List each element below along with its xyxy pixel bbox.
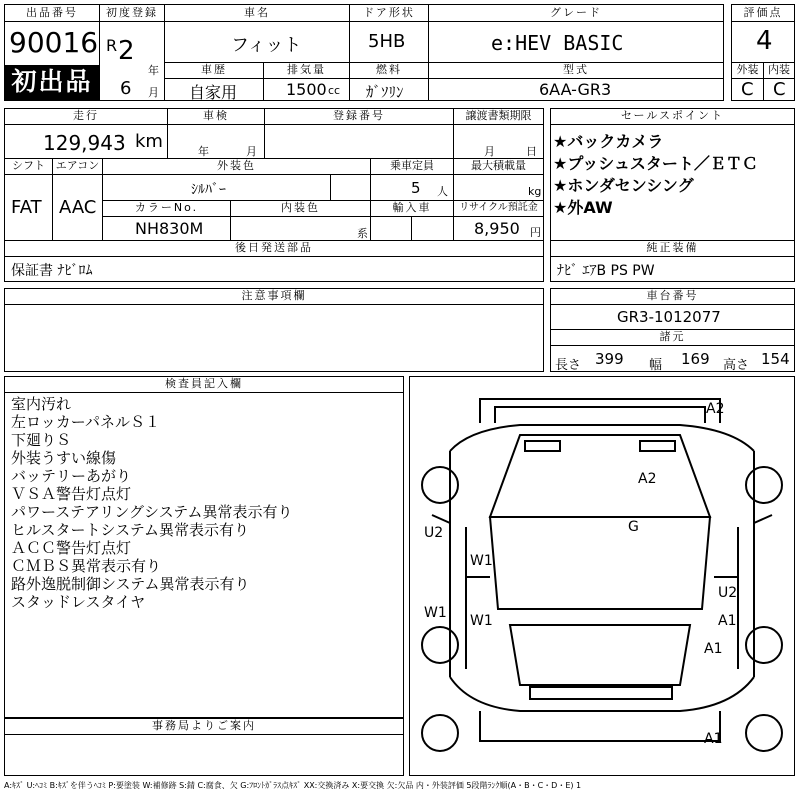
lot-no-header: 出品番号 [4, 4, 100, 22]
mileage: 129,943 [43, 131, 126, 155]
note-10: ＣＭＢＳ異常表示有り [11, 557, 162, 575]
width-label: 幅 [649, 358, 663, 373]
note-6: ＶＳＡ警告灯点灯 [11, 485, 132, 503]
inspection-cell [167, 124, 265, 159]
import-cell-2 [411, 216, 454, 241]
damage-diagram [409, 376, 795, 776]
sales-points-cell [550, 124, 795, 241]
aircon-cell [52, 174, 103, 241]
history-cell [164, 78, 264, 101]
score-header: 評価点 [731, 4, 795, 22]
ext-color-extra-cell [330, 174, 371, 201]
transfer-month-unit: 月 [484, 145, 495, 158]
grade: e:HEV BASIC [491, 31, 624, 55]
note-2: 左ロッカーパネルＳ１ [11, 413, 160, 431]
car-name: フィット [231, 35, 302, 56]
first-reg-era: R [106, 36, 118, 55]
caution-header: 注意事項欄 [4, 288, 544, 305]
chassis-no: GR3-1012077 [617, 308, 721, 326]
standard-equip-cell [550, 256, 795, 282]
inspector-notes-cell [4, 392, 404, 718]
displacement-header: 排気量 [263, 62, 350, 79]
first-listing-badge: 初出品 [4, 65, 100, 101]
first-reg-month: 6 [120, 78, 132, 99]
door-type: 5HB [368, 31, 406, 52]
transfer-header: 譲渡書類期限 [453, 108, 544, 125]
fuel-cell [349, 78, 429, 101]
max-load-unit: kg [528, 185, 542, 198]
reg-no-header: 登録番号 [264, 108, 454, 125]
mark-left-w1a: W1 [470, 553, 493, 569]
shift: FAT [11, 197, 42, 218]
inspector-notes-header: 検査員記入欄 [4, 376, 404, 393]
displacement: 1500 [286, 80, 327, 99]
month-unit: 月 [148, 86, 159, 99]
capacity-cell [370, 174, 454, 201]
sales-point-4: ★外AW [553, 198, 613, 217]
sales-point-3: ★ホンダセンシング [553, 176, 694, 195]
displacement-cell [263, 78, 350, 101]
mark-rear-a1: A1 [704, 731, 723, 747]
grade-cell [428, 21, 724, 63]
later-parts-header: 後日発送部品 [4, 240, 544, 257]
recycle-cell [453, 216, 544, 241]
mileage-header: 走行 [4, 108, 168, 125]
score-cell [731, 21, 795, 63]
mark-right-a1b: A1 [704, 641, 723, 657]
later-parts-cell [4, 256, 544, 282]
color-no-cell [102, 216, 231, 241]
model-code-cell [428, 78, 724, 101]
interior-score-cell [763, 78, 795, 101]
max-load-header: 最大積載量 [453, 158, 544, 175]
fuel: ｶﾞｿﾘﾝ [366, 83, 404, 101]
note-5: バッテリーあがり [11, 467, 132, 485]
capacity-header: 乗車定員 [370, 158, 454, 175]
transfer-cell [453, 124, 544, 159]
inspection-month-unit: 月 [246, 145, 257, 158]
note-11: 路外逸脱制御システム異常表示有り [11, 575, 250, 593]
sales-point-1: ★バックカメラ [553, 132, 664, 151]
displacement-unit: cc [328, 84, 341, 97]
capacity-unit: 人 [437, 185, 448, 198]
note-7: パワーステアリングシステム異常表示有り [11, 503, 293, 521]
transfer-day-unit: 日 [526, 145, 537, 158]
year-unit: 年 [148, 64, 159, 77]
car-outline [410, 377, 794, 775]
aircon: AAC [59, 197, 97, 218]
inspection-year-unit: 年 [198, 145, 209, 158]
color-no: NH830M [135, 219, 204, 238]
chassis-header: 車台番号 [550, 288, 795, 305]
caution-cell [4, 304, 544, 372]
exterior-score: C [741, 79, 754, 100]
int-color-header: 内装色 [230, 200, 371, 217]
height-value: 154 [761, 350, 790, 368]
mark-left-w1c: W1 [470, 613, 493, 629]
fuel-header: 燃料 [349, 62, 429, 79]
aircon-header: エアコン [52, 158, 103, 175]
import-cell [370, 216, 412, 241]
legend: A:ｷｽﾞ U:ﾍｺﾐ B:ｷｽﾞを伴うﾍｺﾐ P:要塗装 W:補修跡 S:錆 C:腐食、欠 G:ﾌﾛﾝﾄｶﾞﾗｽ点ｷｽﾞ XX:交換済み X:要交換 欠:欠品 内・外装評価 5段階ﾗﾝｸ順(A・B・C・D・E) 1 [4, 781, 582, 790]
exterior-header: 外装 [731, 62, 764, 79]
int-color-cell [230, 216, 371, 241]
capacity: 5 [411, 179, 421, 197]
specs-header: 諸元 [550, 329, 795, 346]
first-reg-header: 初度登録 [99, 4, 165, 22]
office-notes-header: 事務局よりご案内 [4, 718, 404, 735]
length-value: 399 [595, 350, 624, 368]
office-notes-cell [4, 734, 404, 776]
height-label: 高さ [723, 358, 750, 373]
mileage-cell [4, 124, 168, 159]
note-1: 室内汚れ [11, 395, 72, 413]
note-12: スタッドレスタイヤ [11, 593, 146, 611]
mark-left-u2: U2 [424, 525, 444, 541]
int-color-unit: 系 [357, 227, 368, 240]
note-3: 下廻りＳ [11, 431, 72, 449]
history-header: 車歴 [164, 62, 264, 79]
shift-header: シフト [4, 158, 53, 175]
recycle-header: リサイクル預託金 [453, 200, 544, 217]
note-4: 外装うすい線傷 [11, 449, 117, 467]
standard-equip-header: 純正装備 [550, 240, 795, 257]
shift-cell [4, 174, 53, 241]
door-header: ドア形状 [349, 4, 429, 22]
recycle-unit: 円 [530, 226, 541, 239]
exterior-score-cell [731, 78, 764, 101]
mark-front-a2: A2 [706, 401, 725, 417]
lot-no-cell [4, 21, 100, 66]
import-header: 輸入車 [370, 200, 454, 217]
sales-point-2: ★プッシュスタート／ＥＴＣ [553, 154, 758, 173]
max-load-cell [453, 174, 544, 201]
note-8: ヒルスタートシステム異常表示有り [11, 521, 250, 539]
length-label: 長さ [555, 358, 582, 373]
history: 自家用 [189, 83, 238, 102]
interior-score: C [773, 79, 786, 100]
standard-equip: ﾅﾋﾞ ｴｱB PS PW [557, 263, 655, 279]
ext-color-header: 外装色 [102, 158, 371, 175]
note-9: ＡＣＣ警告灯点灯 [11, 539, 132, 557]
color-no-header: カラーNo. [102, 200, 231, 217]
specs-cell [550, 345, 795, 372]
ext-color-cell [102, 174, 331, 201]
first-reg-cell [99, 21, 165, 101]
model-code: 6AA-GR3 [539, 80, 612, 99]
door-cell [349, 21, 429, 63]
recycle: 8,950 [474, 219, 520, 238]
mark-left-w1b: W1 [424, 605, 447, 621]
model-code-header: 型式 [428, 62, 724, 79]
grade-header: グレード [428, 4, 724, 22]
mark-right-a1a: A1 [718, 613, 737, 629]
inspection-header: 車検 [167, 108, 265, 125]
interior-header: 内装 [763, 62, 795, 79]
mileage-unit: km [135, 131, 163, 152]
mark-roof-g: G [628, 519, 639, 535]
mark-hood-a2: A2 [638, 471, 657, 487]
car-name-header: 車名 [164, 4, 350, 22]
ext-color: ｼﾙﾊﾞｰ [191, 182, 226, 198]
lot-number: 90016 [9, 26, 99, 59]
score: 4 [756, 26, 773, 56]
later-parts: 保証書 ﾅﾋﾞﾛﾑ [11, 263, 93, 279]
car-name-cell [164, 21, 350, 63]
reg-no-cell [264, 124, 454, 159]
width-value: 169 [681, 350, 710, 368]
first-reg-year: 2 [118, 36, 135, 66]
mark-right-u2: U2 [718, 585, 738, 601]
chassis-cell [550, 304, 795, 330]
sales-points-header: セールスポイント [550, 108, 795, 125]
